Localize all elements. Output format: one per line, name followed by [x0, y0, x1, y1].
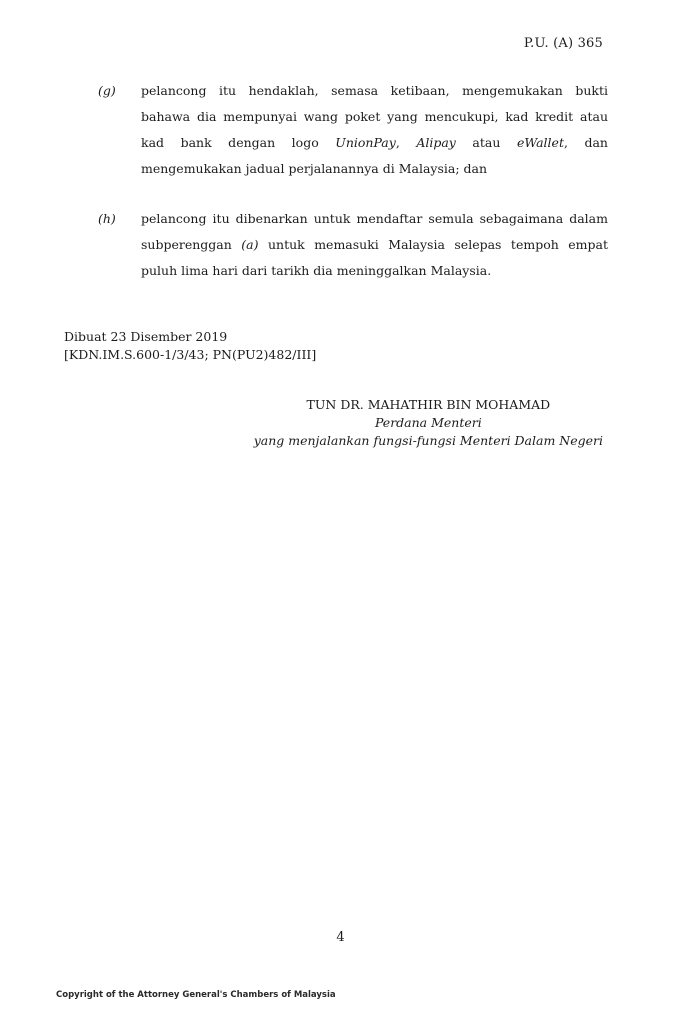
- file-reference: [KDN.IM.S.600-1/3/43; PN(PU2)482/III]: [64, 347, 317, 362]
- subparagraph-reference: (a): [241, 237, 259, 252]
- clause-marker: (g): [98, 83, 116, 98]
- made-block: [64, 328, 316, 364]
- signatory-role: yang menjalankan fungsi-fungsi Menteri Dalam Negeri: [253, 433, 603, 448]
- signatory-name: TUN DR. MAHATHIR BIN MOHAMAD: [306, 397, 551, 412]
- clause-text: , dan mengemukakan jadual perjalanannya di Malaysia; dan: [141, 135, 608, 176]
- clause-h: [98, 206, 608, 284]
- clause-body: [141, 206, 608, 284]
- clause-text: untuk memasuki Malaysia selepas tempoh empat puluh lima hari dari tarikh dia meninggalkan Malaysia.: [141, 237, 608, 278]
- brand-name: eWallet: [516, 135, 564, 150]
- signatory-title: Perdana Menteri: [374, 415, 482, 430]
- brand-name: UnionPay: [335, 135, 396, 150]
- separator: atau: [455, 135, 517, 150]
- page-number: 4: [336, 930, 345, 945]
- clause-marker: (h): [98, 211, 116, 226]
- separator: ,: [395, 135, 417, 150]
- made-date: Dibuat 23 Disember 2019: [64, 329, 228, 344]
- brand-name: Alipay: [416, 135, 456, 150]
- clause-g: [98, 78, 608, 182]
- copyright-notice: Copyright of the Attorney General's Chambers of Malaysia: [56, 990, 336, 1000]
- clause-body: [141, 78, 608, 182]
- clause-text: pelancong itu dibenarkan untuk mendaftar semula sebagaimana dalam subperenggan: [141, 211, 608, 252]
- signature-block: [254, 396, 603, 450]
- document-reference: P.U. (A) 365: [523, 36, 603, 51]
- clause-text: pelancong itu hendaklah, semasa ketibaan, mengemukakan bukti bahawa dia mempunyai wang poket yang mencukupi, kad kredit atau kad bank dengan logo: [141, 83, 608, 150]
